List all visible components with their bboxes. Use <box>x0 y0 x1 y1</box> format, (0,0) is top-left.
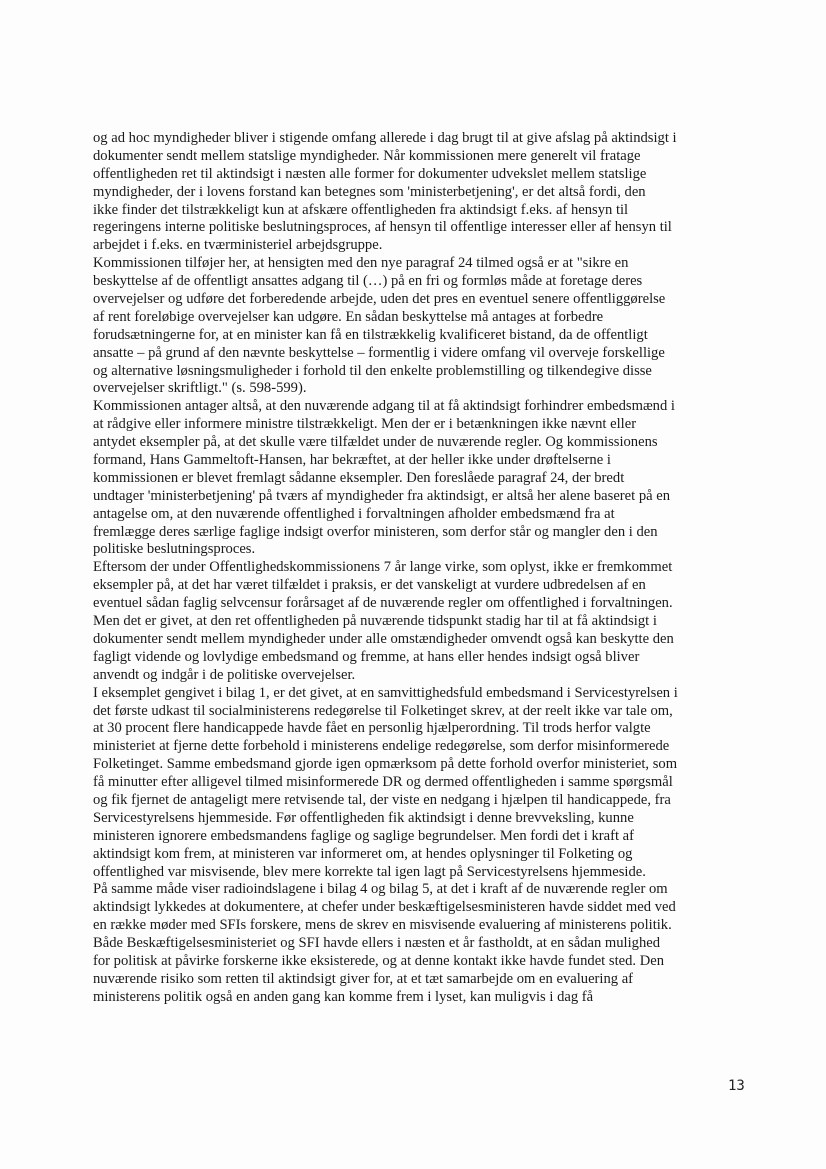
text-line: overvejelser skriftligt." (s. 598-599). <box>93 380 307 397</box>
text-line: overvejelser og udføre det forberedende arbejde, uden det pres en eventuel senere offentliggørelse <box>93 291 666 308</box>
text-line: Eftersom der under Offentlighedskommissionens 7 år lange virke, som oplyst, ikke er fremkommet <box>93 559 673 576</box>
text-line: undtager 'ministerbetjening' på tværs af myndigheder fra aktindsigt, er altså her alene baseret på en <box>93 487 671 504</box>
text-line: formand, Hans Gammeltoft-Hansen, har bekræftet, at der heller ikke under drøftelserne i <box>93 452 611 469</box>
text-line: dokumenter sendt mellem myndigheder under alle omstændigheder omvendt også kan beskytte den <box>93 630 674 647</box>
text-line: Folketinget. Samme embedsmand gjorde igen opmærksom på dette forhold overfor ministeriet, som <box>93 756 678 773</box>
text-line: og alternative løsningsmuligheder i forhold til den enkelte problemstilling og tilkendegive disse <box>93 362 652 379</box>
text-line: dokumenter sendt mellem statslige myndigheder. Når kommissionen mere generelt vil fratage <box>93 147 641 164</box>
text-line: offentlighed var misvisende, blev mere korrekte tal igen lagt på Servicestyrelsens hjemmeside. <box>93 863 646 880</box>
text-line: beskyttelse af de offentligt ansattes adgang til (…) på en fri og formløs måde at foretage deres <box>93 273 643 290</box>
text-line: af rent foreløbige overvejelser kan udgøre. En sådan beskyttelse må antages at forbedre <box>93 308 604 325</box>
text-line: ansatte – på grund af den nævnte beskyttelse – formentlig i videre omfang vil overveje forskellige <box>93 344 665 361</box>
text-line: kommissionen er blevet fremlagt sådanne eksempler. Den foreslåede paragraf 24, der bredt <box>93 469 625 486</box>
text-line: ministerens politik også en anden gang kan komme frem i lyset, kan muligvis i dag få <box>93 988 594 1005</box>
text-line: Men det er givet, at den ret offentligheden på nuværende tidspunkt stadig har til at få aktindsigt i <box>93 613 657 630</box>
text-line: eventuel sådan faglig selvcensur forårsaget af de nuværende regler om offentlighed i forvaltningen. <box>93 595 673 612</box>
text-line: regeringens interne politiske beslutningsproces, af hensyn til offentlige interesser eller af hensyn til <box>93 219 672 236</box>
text-line: fremlægge deres særlige faglige indsigt overfor ministeren, som derfor står og mangler den i den <box>93 523 658 540</box>
text-line: få minutter efter alligevel tilmed misinformerede DR og dermed offentligheden i samme spørgsmål <box>93 774 673 791</box>
text-line: Kommissionen tilføjer her, at hensigten med den nye paragraf 24 tilmed også er at "sikre en <box>93 255 629 272</box>
text-line: forudsætningerne for, at en minister kan få en tilstrækkelig kvalificeret bistand, da de offentligt <box>93 326 648 343</box>
text-line: arbejdet i f.eks. en tværministeriel arbejdsgruppe. <box>93 237 383 254</box>
text-line: ministeren ignorere embedsmandens faglige og saglige begrundelser. Men fordi det i kraft af <box>93 827 635 844</box>
text-line: at 30 procent flere handicappede havde fået en personlig hjælperordning. Til trods herfor valgte <box>93 720 651 737</box>
text-line: nuværende risiko som retten til aktindsigt giver for, at et tæt samarbejde om en evaluering af <box>93 970 634 987</box>
text-line: anvendt og indgår i de politiske overvejelser. <box>93 666 356 683</box>
text-line: aktindsigt lykkedes at dokumentere, at chefer under beskæftigelsesministeren havde siddet med ved <box>93 899 676 916</box>
text-line: og fik fjernet de antageligt mere retvisende tal, der viste en nedgang i hjælpen til handicappede, fra <box>93 791 671 808</box>
text-line: I eksemplet gengivet i bilag 1, er det givet, at en samvittighedsfuld embedsmand i Servicestyrelsen i <box>93 684 678 701</box>
text-line: en række møder med SFIs forskere, mens de skrev en misvisende evaluering af ministerens politik. <box>93 917 672 934</box>
text-line: myndigheder, der i lovens forstand kan betegnes som 'ministerbetjening', er det altså fordi, den <box>93 183 646 200</box>
text-line: at rådgive eller informere ministre tilstrækkeligt. Men der er i betænkningen ikke nævnt eller <box>93 416 637 433</box>
text-line: offentligheden ret til aktindsigt i næsten alle former for dokumenter udvekslet mellem statslige <box>93 165 647 182</box>
text-line: for politisk at påvirke forskerne ikke eksisterede, og at denne kontakt ikke havde fundet sted. Den <box>93 952 665 969</box>
text-line: og ad hoc myndigheder bliver i stigende omfang allerede i dag brugt til at give afslag på aktindsigt i <box>93 130 677 146</box>
body-text <box>93 130 739 1007</box>
text-line: eksempler på, at det har været tilfældet i praksis, er det vanskeligt at vurdere udbredelsen af en <box>93 577 646 594</box>
text-line: fagligt vidende og lovlydige embedsmand og fremme, at hans eller hendes indsigt også bliver <box>93 648 640 665</box>
text-line: det første udkast til socialministerens redegørelse til Folketinget skrev, at der reelt ikke var tale om, <box>93 702 673 719</box>
text-line: politiske beslutningsproces. <box>93 541 256 558</box>
text-line: antydet eksempler på, at det skulle være tilfældet under de nuværende regler. Og kommissionens <box>93 434 658 451</box>
text-line: På samme måde viser radioindslagene i bilag 4 og bilag 5, at det i kraft af de nuværende regler om <box>93 881 668 898</box>
text-line: Både Beskæftigelsesministeriet og SFI havde ellers i næsten et år fastholdt, at en sådan mulighed <box>93 935 661 952</box>
page-number: 13 <box>728 1078 745 1094</box>
text-line: Servicestyrelsens hjemmeside. Før offentligheden fik aktindsigt i denne brevveksling, kunne <box>93 809 634 826</box>
text-line: aktindsigt kom frem, at ministeren var informeret om, at hendes oplysninger til Folketing og <box>93 845 633 862</box>
text-line: Kommissionen antager altså, at den nuværende adgang til at få aktindsigt forhindrer embedsmænd i <box>93 398 675 415</box>
text-line: ministeriet at fjerne dette forbehold i ministerens endelige redegørelse, som derfor misinformerede <box>93 738 670 755</box>
text-line: antagelse om, at den nuværende offentlighed i forvaltningen afholder embedsmænd fra at <box>93 505 615 522</box>
text-line: ikke finder det tilstrækkeligt kun at afskære offentligheden fra aktindsigt f.eks. af hensyn til <box>93 201 629 218</box>
